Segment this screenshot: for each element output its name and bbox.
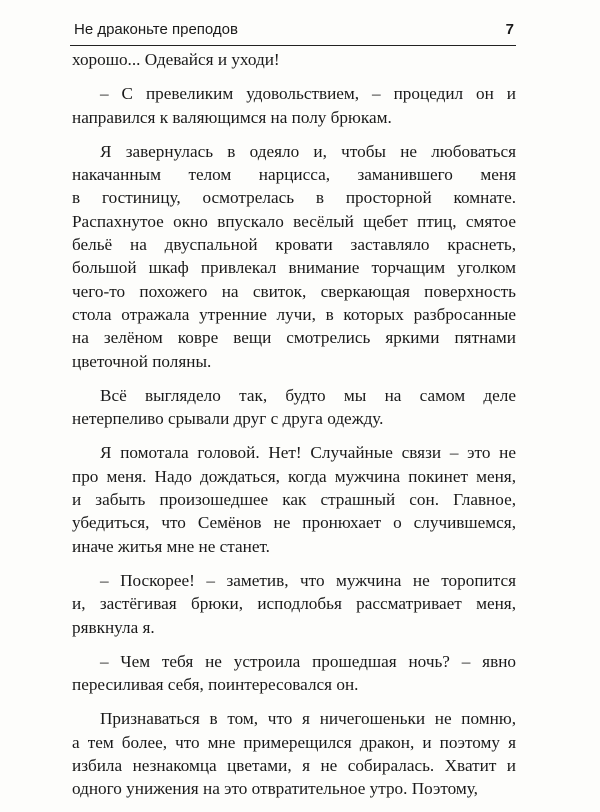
text-line: Всё выглядело так, будто мы на самом деле — [100, 385, 516, 405]
text-line: иначе житья мне не станет. — [72, 536, 270, 556]
text-line: избила незнакомца цветами, я не собиралась. Хватит и — [72, 756, 516, 776]
text-line: одного унижения на это отвратительное утро. Поэтому, — [72, 779, 478, 799]
running-header — [74, 14, 514, 44]
paragraph — [72, 441, 516, 557]
header-rule — [70, 45, 516, 46]
text-line: про меня. Надо дождаться, когда мужчина покинет меня, — [72, 466, 516, 486]
text-line: накачанным телом нарцисса, заманившего меня — [72, 165, 516, 185]
paragraph — [72, 82, 516, 129]
text-line: и, застёгивая брюки, исподлобья рассматривает меня, — [72, 594, 516, 614]
text-line: большой шкаф привлекал внимание торчащим уголком — [72, 258, 516, 278]
text-line: чего-то похожего на свиток, сверкающая поверхность — [72, 281, 516, 301]
book-title: Не драконьте преподов — [74, 20, 238, 38]
text-line: убедиться, что Семёнов не пронюхает о случившемся, — [72, 513, 516, 533]
text-line: цветочной поляны. — [72, 351, 212, 371]
text-line: – Поскорее! – заметив, что мужчина не торопится — [100, 570, 516, 590]
text-line: пересиливая себя, поинтересовался он. — [72, 675, 359, 695]
text-line: бельё на двуспальной кровати заставляло краснеть, — [72, 235, 516, 255]
text-line: нетерпеливо срывали друг с друга одежду. — [72, 409, 384, 429]
text-line: рявкнула я. — [72, 617, 155, 637]
text-line: Распахнутое окно впускало весёлый щебет птиц, смятое — [72, 211, 516, 231]
text-line: – С превеликим удовольствием, – процедил он и — [100, 84, 516, 104]
page-number: 7 — [505, 20, 514, 38]
paragraph — [72, 650, 516, 697]
text-line: – Чем тебя не устроила прошедшая ночь? – явно — [100, 651, 516, 671]
text-line: и забыть произошедшее как страшный сон. Главное, — [72, 490, 516, 510]
text-line: а тем более, что мне примерещился дракон, и поэтому я — [72, 732, 516, 752]
text-line: на зелёном ковре вещи смотрелись яркими пятнами — [72, 328, 516, 348]
text-line: Я завернулась в одеяло и, чтобы не любоваться — [100, 141, 516, 161]
text-line: в гостиницу, осмотрелась в просторной комнате. — [72, 188, 516, 208]
paragraph — [72, 48, 516, 71]
text-line: стола отражала утренние лучи, в которых разбросанные — [72, 304, 516, 324]
paragraph — [72, 569, 516, 639]
text-line: Я помотала головой. Нет! Случайные связи – это не — [100, 443, 516, 463]
paragraph — [72, 140, 516, 373]
paragraph — [72, 384, 516, 431]
text-line: Признаваться в том, что я ничегошеньки не помню, — [100, 709, 516, 729]
text-line: хорошо... Одевайся и уходи! — [72, 50, 280, 69]
body-text — [72, 48, 516, 812]
paragraph — [72, 707, 516, 800]
text-line: направился к валяющимся на полу брюкам. — [72, 107, 392, 127]
